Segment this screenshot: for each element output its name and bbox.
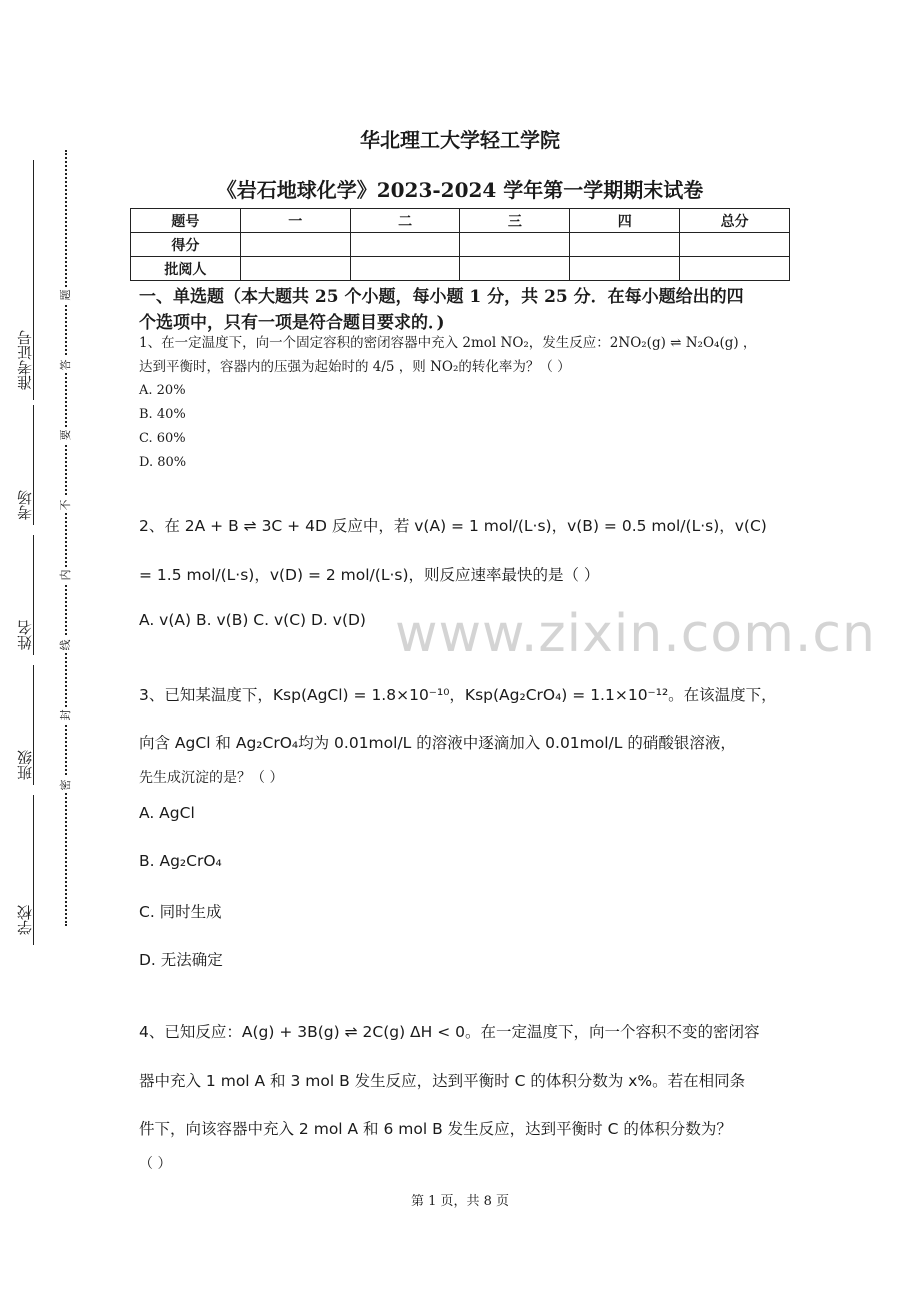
seal-char: 题 bbox=[59, 287, 73, 303]
section-heading-line: 个选项中，只有一项是符合题目要求的．) bbox=[139, 313, 445, 333]
question-2-options: A. v(A) B. v(B) C. v(C) D. v(D) bbox=[139, 611, 366, 629]
seal-dotted-line bbox=[65, 150, 67, 926]
exam-number-label: 准考证号 bbox=[16, 330, 34, 390]
header-cell: 三 bbox=[460, 209, 570, 233]
q3-option-c: C. 同时生成 bbox=[139, 903, 222, 921]
score-cell bbox=[350, 233, 460, 257]
header-cell: 总分 bbox=[680, 209, 790, 233]
question-1-line: 达到平衡时，容器内的压强为起始时的 4/5 ，则 NO₂的转化率为？（ ） bbox=[139, 359, 571, 375]
name-label: 姓名 bbox=[16, 620, 34, 650]
seal-char: 封 bbox=[59, 707, 73, 723]
q3-option-d: D. 无法确定 bbox=[139, 951, 223, 969]
seal-char: 内 bbox=[59, 567, 73, 583]
score-row bbox=[131, 233, 790, 257]
score-cell bbox=[680, 233, 790, 257]
school-label: 学校 bbox=[16, 905, 34, 935]
class-line bbox=[33, 665, 34, 785]
class-label: 班级 bbox=[16, 750, 34, 780]
watermark: www.zixin.com.cn bbox=[395, 604, 876, 664]
seal-char: 密 bbox=[59, 777, 73, 793]
question-4-line-4: （ ） bbox=[139, 1156, 172, 1172]
exam-title: 《岩石地球化学》2023-2024 学年第一学期期末试卷 bbox=[216, 178, 704, 202]
question-3-line-3: 先生成沉淀的是？（ ） bbox=[139, 770, 284, 786]
header-cell: 一 bbox=[240, 209, 350, 233]
score-table bbox=[130, 208, 790, 281]
seal-char: 不 bbox=[59, 497, 73, 513]
q3-option-b: B. Ag₂CrO₄ bbox=[139, 852, 222, 870]
section-heading-line: 一、单选题（本大题共 25 个小题，每小题 1 分，共 25 分．在每小题给出的四 bbox=[139, 287, 744, 307]
exam-room-label: 考场 bbox=[16, 490, 34, 520]
q1-option-c: C. 60% bbox=[139, 431, 186, 446]
grader-row-label: 批阅人 bbox=[131, 257, 241, 281]
header-cell: 二 bbox=[350, 209, 460, 233]
q1-option-b: B. 40% bbox=[139, 407, 186, 422]
question-1 bbox=[139, 331, 819, 379]
question-4-line-3: 件下，向该容器中充入 2 mol A 和 6 mol B 发生反应，达到平衡时 C 的体积分数为？ bbox=[139, 1120, 732, 1138]
score-cell bbox=[460, 233, 570, 257]
question-3-line-2: 向含 AgCl 和 Ag₂CrO₄均为 0.01mol/L 的溶液中逐滴加入 0.01mol/L 的硝酸银溶液， bbox=[139, 734, 736, 752]
score-cell bbox=[570, 233, 680, 257]
grader-row bbox=[131, 257, 790, 281]
question-1-line: 1、在一定温度下，向一个固定容积的密闭容器中充入 2mol NO₂，发生反应：2NO₂(g) ⇌ N₂O₄(g) ， bbox=[139, 335, 757, 351]
grader-cell bbox=[240, 257, 350, 281]
header-cell: 四 bbox=[570, 209, 680, 233]
grader-cell bbox=[460, 257, 570, 281]
page-number: 第 1 页，共 8 页 bbox=[410, 1194, 510, 1209]
q3-option-a: A. AgCl bbox=[139, 804, 195, 822]
grader-cell bbox=[350, 257, 460, 281]
school-line bbox=[33, 795, 34, 945]
exam-room-line bbox=[33, 405, 34, 525]
question-4-line-1: 4、已知反应：A(g) + 3B(g) ⇌ 2C(g) ΔH < 0。在一定温度下，向一个容积不变的密闭容 bbox=[139, 1023, 760, 1041]
q1-option-d: D. 80% bbox=[139, 455, 187, 470]
score-table-header-row bbox=[131, 209, 790, 233]
grader-cell bbox=[570, 257, 680, 281]
question-3-line-1: 3、已知某温度下，Ksp(AgCl) = 1.8×10⁻¹⁰，Ksp(Ag₂CrO₄) = 1.1×10⁻¹²。在该温度下， bbox=[139, 686, 777, 704]
seal-char: 要 bbox=[59, 427, 73, 443]
grader-cell bbox=[680, 257, 790, 281]
seal-char: 线 bbox=[59, 637, 73, 653]
header-cell: 题号 bbox=[131, 209, 241, 233]
score-cell bbox=[240, 233, 350, 257]
question-2-line-1: 2、在 2A + B ⇌ 3C + 4D 反应中，若 v(A) = 1 mol/(L·s)，v(B) = 0.5 mol/(L·s)，v(C) bbox=[139, 517, 767, 535]
name-line bbox=[33, 535, 34, 655]
question-2-line-2: = 1.5 mol/(L·s)，v(D) = 2 mol/(L·s)，则反应速率最快的是（ ） bbox=[139, 566, 600, 584]
score-row-label: 得分 bbox=[131, 233, 241, 257]
question-4-line-2: 器中充入 1 mol A 和 3 mol B 发生反应，达到平衡时 C 的体积分数为 x%。若在相同条 bbox=[139, 1072, 746, 1090]
school-title: 华北理工大学轻工学院 bbox=[360, 128, 560, 152]
seal-char: 答 bbox=[59, 357, 73, 373]
section-heading bbox=[139, 284, 789, 336]
q1-option-a: A. 20% bbox=[139, 383, 186, 398]
